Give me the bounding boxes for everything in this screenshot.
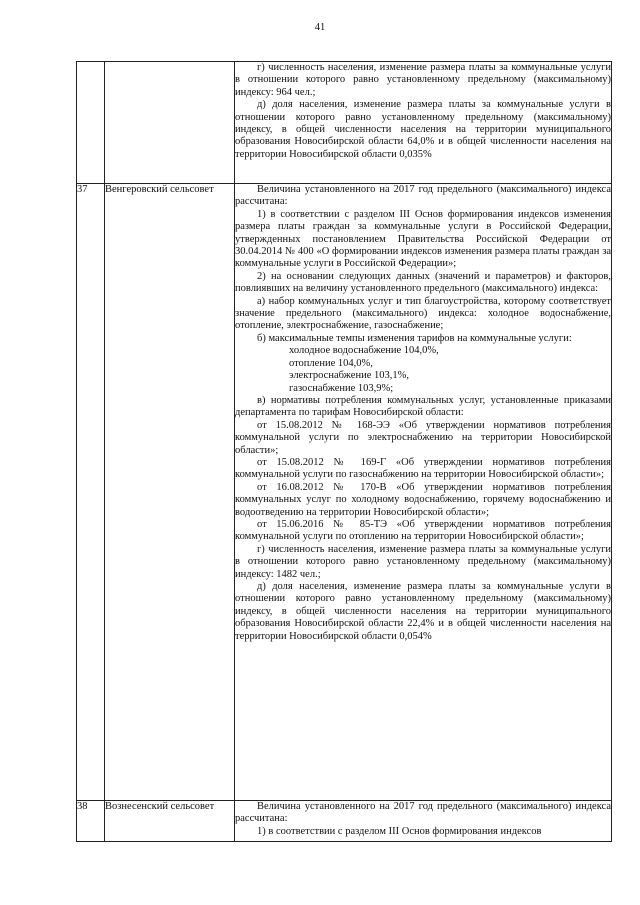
row-description <box>235 184 612 801</box>
tariff-item: электроснабжение 103,1%, <box>289 370 409 382</box>
paragraph: Величина установленного на 2017 год предельного (максимального) индекса рассчитана: <box>235 801 611 825</box>
indices-table <box>76 61 612 842</box>
paragraph: в) нормативы потребления коммунальных услуг, установленные приказами департамента по тарифам Новосибирской области: <box>235 394 611 419</box>
table-row <box>77 184 612 801</box>
paragraph: от 16.08.2012 № 170-В «Об утверждении нормативов потребления коммунальных услуг по холодному водоснабжению, горячему водоснабжению и водоотведению на территории Новосибирской области»; <box>235 481 611 518</box>
row-number: 38 <box>77 801 105 842</box>
paragraph: от 15.08.2012 № 169-Г «Об утверждении нормативов потребления коммунальной услуги по газоснабжению на территории Новосибирской области»; <box>235 456 611 481</box>
table-row <box>77 62 612 184</box>
paragraph: 1) в соответствии с разделом III Основ формирования индексов <box>257 825 542 837</box>
paragraph: 1) в соответствии с разделом III Основ формирования индексов изменения размера платы граждан за коммунальные услуги в Российской Федерации, утвержденных постановлением Правительства Российской Федерации от 30.04.2014 № 400 «О формировании индексов изменения размера платы граждан за коммунальные услуги в Российской Федерации»; <box>235 208 611 270</box>
tariff-item: газоснабжение 103,9%; <box>289 382 394 394</box>
paragraph: 2) на основании следующих данных (значений и параметров) и факторов, повлиявших на величину установленного предельного (максимального) индекса: <box>235 270 611 295</box>
municipality-name: Венгеровский сельсовет <box>105 184 235 801</box>
paragraph: от 15.08.2012 № 168-ЭЭ «Об утверждении нормативов потребления коммунальной услуги по электроснабжению на территории Новосибирской области»; <box>235 419 611 456</box>
paragraph: б) максимальные темпы изменения тарифов на коммунальные услуги: <box>257 332 572 344</box>
paragraph: от 15.06.2016 № 85-ТЭ «Об утверждении нормативов потребления коммунальной услуги по отоплению на территории Новосибирской области»; <box>235 518 611 543</box>
paragraph: г) численность населения, изменение размера платы за коммунальные услуги в отношении которого равно установленному предельному (максимальному) индексу: 964 чел.; <box>235 62 611 98</box>
table-row <box>77 801 612 842</box>
municipality-name: Вознесенский сельсовет <box>105 801 235 842</box>
tariff-item: отопление 104,0%, <box>289 357 373 369</box>
paragraph: а) набор коммунальных услуг и тип благоустройства, которому соответствует значение предельного (максимального) индекса: холодное водоснабжение, отопление, электроснабжение, газоснабжение; <box>235 295 611 332</box>
row-description <box>235 62 612 184</box>
paragraph: д) доля населения, изменение размера платы за коммунальные услуги в отношении которого равно установленному предельному (максимальному) индексу, в общей численности населения на территории муниципального образования Новосибирской области 22,4% и в общей численности населения на территории Новосибирской области 0,054% <box>235 581 611 642</box>
municipality-name <box>105 62 235 184</box>
row-number: 37 <box>77 184 105 801</box>
paragraph: д) доля населения, изменение размера платы за коммунальные услуги в отношении которого равно установленному предельному (максимальному) индексу, в общей численности населения на территории муниципального образования Новосибирской области 64,0% и в общей численности населения на территории Новосибирской области 0,035% <box>235 99 611 160</box>
page-number: 41 <box>314 22 326 33</box>
paragraph: Величина установленного на 2017 год предельного (максимального) индекса рассчитана: <box>235 184 611 208</box>
tariff-item: холодное водоснабжение 104,0%, <box>289 345 439 357</box>
paragraph: г) численность населения, изменение размера платы за коммунальные услуги в отношении которого равно установленному предельному (максимальному) индексу: 1482 чел.; <box>235 543 611 580</box>
row-description <box>235 801 612 842</box>
row-number <box>77 62 105 184</box>
